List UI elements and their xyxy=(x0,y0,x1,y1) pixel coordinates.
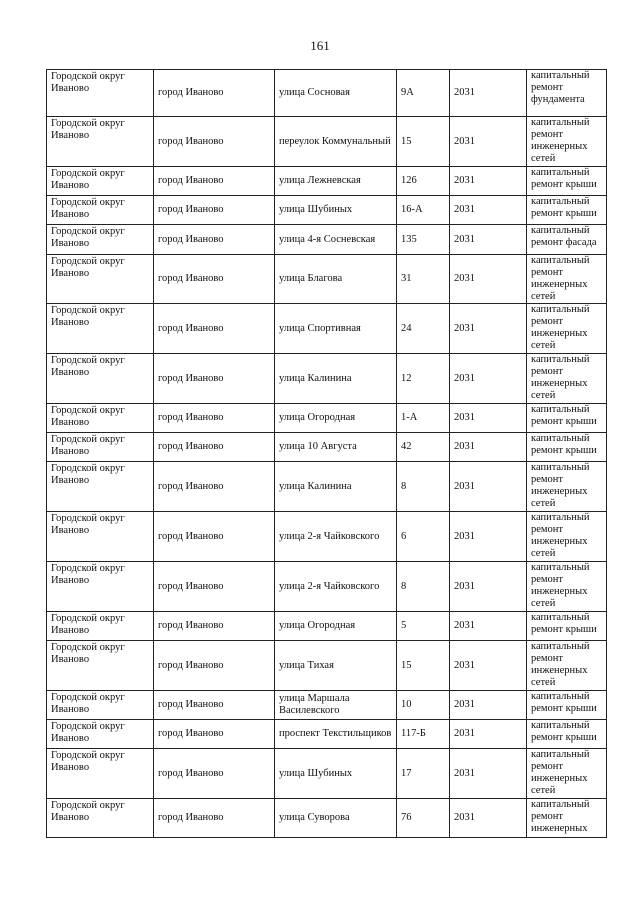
cell-street: улица Огородная xyxy=(275,404,397,433)
page-number: 161 xyxy=(310,38,330,53)
cell-work: капитальный ремонт крыши xyxy=(527,167,607,196)
cell-house: 117-Б xyxy=(397,720,450,749)
cell-city: город Иваново xyxy=(154,720,275,749)
cell-house: 17 xyxy=(397,749,450,799)
cell-year: 2031 xyxy=(450,512,527,562)
cell-street: улица Маршала Василевского xyxy=(275,691,397,720)
table-row xyxy=(47,404,607,433)
table-row xyxy=(47,720,607,749)
cell-city: город Иваново xyxy=(154,462,275,512)
cell-work: капитальный ремонт крыши xyxy=(527,612,607,641)
table-row xyxy=(47,691,607,720)
cell-district: Городской округ Иваново xyxy=(47,462,154,512)
table-body xyxy=(47,70,607,838)
cell-house: 12 xyxy=(397,354,450,404)
cell-city: город Иваново xyxy=(154,562,275,612)
cell-district: Городской округ Иваново xyxy=(47,225,154,255)
cell-year: 2031 xyxy=(450,612,527,641)
cell-work: капитальный ремонт крыши xyxy=(527,196,607,225)
cell-city: город Иваново xyxy=(154,255,275,304)
cell-year: 2031 xyxy=(450,691,527,720)
cell-year: 2031 xyxy=(450,167,527,196)
cell-work: капитальный ремонт инженерных сетей xyxy=(527,562,607,612)
table-row xyxy=(47,225,607,255)
cell-year: 2031 xyxy=(450,354,527,404)
cell-city: город Иваново xyxy=(154,433,275,462)
cell-work: капитальный ремонт фундамента xyxy=(527,70,607,117)
cell-house: 76 xyxy=(397,799,450,838)
cell-work: капитальный ремонт инженерных сетей xyxy=(527,462,607,512)
cell-year: 2031 xyxy=(450,462,527,512)
cell-street: переулок Коммунальный xyxy=(275,117,397,167)
table-row xyxy=(47,304,607,354)
table-row xyxy=(47,70,607,117)
table-row xyxy=(47,255,607,304)
cell-city: город Иваново xyxy=(154,749,275,799)
cell-house: 1-А xyxy=(397,404,450,433)
cell-district: Городской округ Иваново xyxy=(47,562,154,612)
cell-work: капитальный ремонт фасада xyxy=(527,225,607,255)
cell-district: Городской округ Иваново xyxy=(47,691,154,720)
cell-city: город Иваново xyxy=(154,70,275,117)
cell-year: 2031 xyxy=(450,562,527,612)
cell-city: город Иваново xyxy=(154,691,275,720)
cell-city: город Иваново xyxy=(154,404,275,433)
cell-street: проспект Текстильщиков xyxy=(275,720,397,749)
table-row xyxy=(47,462,607,512)
table-row xyxy=(47,641,607,691)
cell-district: Городской округ Иваново xyxy=(47,512,154,562)
cell-district: Городской округ Иваново xyxy=(47,167,154,196)
cell-street: улица Калинина xyxy=(275,462,397,512)
cell-work: капитальный ремонт инженерных сетей xyxy=(527,354,607,404)
cell-house: 126 xyxy=(397,167,450,196)
cell-district: Городской округ Иваново xyxy=(47,612,154,641)
cell-district: Городской округ Иваново xyxy=(47,749,154,799)
cell-district: Городской округ Иваново xyxy=(47,255,154,304)
cell-street: улица Благова xyxy=(275,255,397,304)
table-row xyxy=(47,433,607,462)
cell-district: Городской округ Иваново xyxy=(47,117,154,167)
cell-house: 24 xyxy=(397,304,450,354)
cell-house: 15 xyxy=(397,641,450,691)
cell-year: 2031 xyxy=(450,641,527,691)
table-row xyxy=(47,612,607,641)
cell-city: город Иваново xyxy=(154,304,275,354)
cell-house: 6 xyxy=(397,512,450,562)
cell-house: 8 xyxy=(397,462,450,512)
table-row xyxy=(47,562,607,612)
cell-work: капитальный ремонт крыши xyxy=(527,433,607,462)
cell-work: капитальный ремонт инженерных сетей xyxy=(527,255,607,304)
cell-year: 2031 xyxy=(450,799,527,838)
cell-district: Городской округ Иваново xyxy=(47,70,154,117)
cell-district: Городской округ Иваново xyxy=(47,433,154,462)
cell-work: капитальный ремонт крыши xyxy=(527,720,607,749)
cell-year: 2031 xyxy=(450,304,527,354)
cell-district: Городской округ Иваново xyxy=(47,196,154,225)
cell-street: улица 2-я Чайковского xyxy=(275,512,397,562)
cell-district: Городской округ Иваново xyxy=(47,304,154,354)
cell-year: 2031 xyxy=(450,225,527,255)
repair-schedule-table xyxy=(46,69,607,838)
cell-year: 2031 xyxy=(450,117,527,167)
cell-house: 15 xyxy=(397,117,450,167)
cell-work: капитальный ремонт инженерных сетей xyxy=(527,304,607,354)
table-row xyxy=(47,799,607,838)
table-row xyxy=(47,196,607,225)
cell-house: 9А xyxy=(397,70,450,117)
cell-work: капитальный ремонт инженерных сетей xyxy=(527,749,607,799)
cell-street: улица Калинина xyxy=(275,354,397,404)
cell-house: 16-А xyxy=(397,196,450,225)
cell-district: Городской округ Иваново xyxy=(47,641,154,691)
cell-street: улица Суворова xyxy=(275,799,397,838)
cell-year: 2031 xyxy=(450,404,527,433)
cell-house: 10 xyxy=(397,691,450,720)
cell-district: Городской округ Иваново xyxy=(47,799,154,838)
cell-street: улица 4-я Сосневская xyxy=(275,225,397,255)
cell-city: город Иваново xyxy=(154,354,275,404)
cell-street: улица Лежневская xyxy=(275,167,397,196)
cell-year: 2031 xyxy=(450,70,527,117)
cell-district: Городской округ Иваново xyxy=(47,404,154,433)
cell-street: улица 10 Августа xyxy=(275,433,397,462)
cell-city: город Иваново xyxy=(154,196,275,225)
table-row xyxy=(47,354,607,404)
table-row xyxy=(47,167,607,196)
cell-work: капитальный ремонт инженерных xyxy=(527,799,607,838)
cell-street: улица Спортивная xyxy=(275,304,397,354)
cell-house: 5 xyxy=(397,612,450,641)
cell-year: 2031 xyxy=(450,720,527,749)
cell-work: капитальный ремонт инженерных сетей xyxy=(527,641,607,691)
cell-street: улица Огородная xyxy=(275,612,397,641)
table-row xyxy=(47,117,607,167)
cell-street: улица Шубиных xyxy=(275,196,397,225)
cell-city: город Иваново xyxy=(154,512,275,562)
cell-year: 2031 xyxy=(450,255,527,304)
cell-street: улица Тихая xyxy=(275,641,397,691)
cell-city: город Иваново xyxy=(154,167,275,196)
cell-city: город Иваново xyxy=(154,641,275,691)
cell-work: капитальный ремонт инженерных сетей xyxy=(527,117,607,167)
table-row xyxy=(47,512,607,562)
cell-street: улица Сосновая xyxy=(275,70,397,117)
cell-street: улица 2-я Чайковского xyxy=(275,562,397,612)
cell-work: капитальный ремонт крыши xyxy=(527,404,607,433)
cell-house: 8 xyxy=(397,562,450,612)
cell-city: город Иваново xyxy=(154,117,275,167)
cell-work: капитальный ремонт крыши xyxy=(527,691,607,720)
cell-district: Городской округ Иваново xyxy=(47,354,154,404)
cell-street: улица Шубиных xyxy=(275,749,397,799)
cell-year: 2031 xyxy=(450,433,527,462)
cell-district: Городской округ Иваново xyxy=(47,720,154,749)
table-row xyxy=(47,749,607,799)
cell-house: 31 xyxy=(397,255,450,304)
cell-city: город Иваново xyxy=(154,612,275,641)
cell-house: 42 xyxy=(397,433,450,462)
cell-city: город Иваново xyxy=(154,799,275,838)
cell-year: 2031 xyxy=(450,749,527,799)
cell-city: город Иваново xyxy=(154,225,275,255)
cell-house: 135 xyxy=(397,225,450,255)
cell-work: капитальный ремонт инженерных сетей xyxy=(527,512,607,562)
cell-year: 2031 xyxy=(450,196,527,225)
